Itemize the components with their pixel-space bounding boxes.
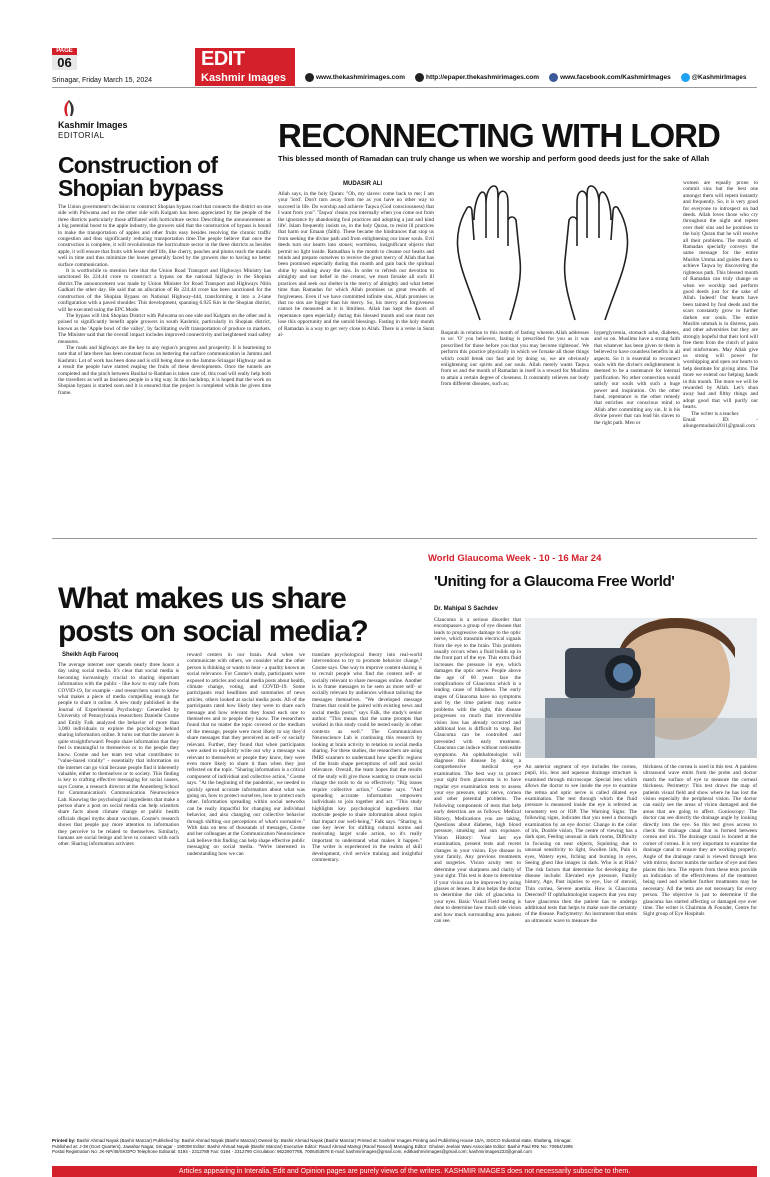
dateline: Srinagar, Friday March 15, 2024 xyxy=(52,77,152,84)
globe-icon xyxy=(415,73,424,82)
reconnecting-col-1: Allah says, in the holy Quran: "Oh, my slaves: come back to me; I am your 'lord'. Don't turn away from me as you have no other way to succeed in life. Do worship and achieve Taqwa (God consciousness) that I want from you". 'Taqwa' cleans you internally when you come out from the ignorance by abandoning foul practices and adopting a just and kind life'. Islam frequently insists us, in the holy Quran, to resist ill practices that harm our Emaan (faith). These became the hindrances that stop us from seeking the divine path and from enlightening our inner souls. Evil deeds turn our hearts into stones; worthless, insignificant objects that permit no light inside. Ramadhan is the month to cleanse our hearts and minds and prepare ourselves to receive the great mercy of Allah that has been promised especially during this month and gain back the spiritual shine by washing away the sins. In order to refresh our devotion to almighty and our belief in the creator, we must forsake all such ill practices and seek our shelter in the mercy of almighty and what better time than Ramadan for which Allah promises us great rewards of forgiveness. Even if we have committed infinite sins, Allah promises us that no sins are bigger than his mercy. So, his mercy and forgiveness cannot be measured as it is limitless. Allah has kept the doors of repentance open especially during this blessed month and one must not lose this opportunity and the untold blessings. Fasting in the holy month of Ramadan is a way to get very close to Allah. There is a verse in Surat al- xyxy=(278,191,434,338)
page-label: PAGE xyxy=(52,48,77,55)
epaper-link[interactable]: http://epaper.thekashmirimages.com xyxy=(415,73,539,82)
editorial-title: Construction of Shopian bypass xyxy=(58,152,224,201)
glaucoma-kicker: World Glaucoma Week - 10 - 16 Mar 24 xyxy=(428,553,602,564)
mid-rule xyxy=(52,538,757,539)
twitter-link[interactable]: @KashmirImages xyxy=(681,73,747,82)
social-col-3: translate psychological theory into real-world interventions to try to promote behavior change," Cosme says. One way to improve content sharing is to recruit people who find the content self- or socially relevant to share messages online. Another is to frame messages to be seen as more self- or socially relevant by audiences without tailoring the messages themselves. "We developed message frames that could be paired with existing news and social media posts," says Falk, the study's senior author. "This means that the same prompts that worked in this study could be tested easily in other contexts as well." The Communication Neuroscience Lab is continuing this research by looking at brain activity in relation to social media sharing. For these studies, the researchers are using fMRI scanners to understand how specific regions of the brain shape perceptions of self and social relevance. Overall, the team hopes that the results of the study will give those wanting to create social change the tools to do so effectively. "Big issues require collective action," Cosme says. "And spreading accurate information empowers individuals to join together and act. "This study highlights key psychological ingredients that motivate people to share information about topics that impact our well-being," Falk says. "Sharing is one key lever for shifting cultural norms and motivating larger scale action, so it's really important to understand what makes it happen." The writer is experienced in the realms of skill development, civil service training and insightful commentary. xyxy=(312,652,422,863)
website-link[interactable]: www.thekashmirimages.com xyxy=(305,73,405,82)
imprint-line: Postal Registration No: JK-NP/48/SKGPO Telephone Editorial: 0194 - 2312789 Fax: 0194 - 2312790 Circulation: 9622907788, 7006453876 E-mail: kashmirimages@gmail.com, editkashmirimages@gmail.com; kashmirimages223@gmail.com xyxy=(52,1149,532,1155)
social-col-1: The average internet user spends nearly three hours a day using social media. It's clear that social media is becoming increasingly crucial to sharing important information with the public - like how to stay safe from COVID-19, for example - and researchers want to know what makes a piece of media compelling enough for people to share it online. A new study published in the Journal of Experimental Psychology: Generalled by University of Pennsylvania researchers Danielle Cosme and Emily Falk analyzed the behavior of more than 3,000 individuals to explore the psychology behind sharing information online. It turns out that the answer is quite straightforward: People share information that they feel is meaningful to themselves or to the people they know. Cosme and her team test what contributes to "value-based virality" - essentially that information on the internet can go viral because people find it inherently valuable, either to themselves or to society. This finding is key to crafting effective messaging for social causes, says Cosme, a research director at the Annenberg School for Communication's Communication Neuroscience Lab. Knowing the psychological ingredients that make a person share a post on social media can help scientists share facts about climate change or public health officials dispel myths about vaccines. Cosme's research shows that people pay more attention to information they perceive to be related to themselves. Similarly, humans are social beings and love to connect with each other. Sharing information activates xyxy=(58,662,179,848)
glaucoma-byline: Dr. Mahipal S Sachdev xyxy=(434,606,499,612)
page-number: 06 xyxy=(57,55,72,70)
editorial-para: The bypass will link Shopian District with Pulwama on one side and Kulgam on the other and is poised to significantly benefit apple growers in south Kashmir, particularly in Shopian district, known as the 'Apple bowl of the valley', by facilitating swift transportation of produce to markets. The Minister said that the overall impact includes improved connectivity and heightened road safety measures. xyxy=(58,312,271,345)
praying-hands-illustration xyxy=(440,180,645,325)
reconnecting-title: RECONNECTING WITH LORD xyxy=(278,117,720,154)
reconnecting-col-2: Baqarah in relation to this month of fasting wherein Allah addresses to us: 'O' you believers, fasting is prescribed for you as it was prescribed for those before you that you may become righteous'. We perform this practice physically in which we forsake all those things which could break our fast and by doing so, we are obviously enlightening our spirits and our souls. Allah merely wants Taqwa from us and the month of Ramadan in itself is a reward for Muslims to attain a certain degree of closeness. It constantly relieves our body from different diseases, such as; xyxy=(441,330,589,388)
top-rule xyxy=(52,87,757,88)
masthead xyxy=(195,48,295,86)
editorial-para: It is worthwhile to mention here that the Union Road Transport and Highways Ministry has sanctioned Rs 224.44 crore to construct a bypass on the national highway in the Shopian district.The announcement was made by Union Minister for Road Transport and Highways Nitin Gadkari the other day. He said that an allocation of Rs 224.44 crore has been sanctioned for the construction of the Shopian Bypass on National Highway-444, transforming it into a 2-lane configuration with a paved shoulder. This development, spanning 6.925 Km in the Shopian district, will be executed using the EPC Mode. xyxy=(58,268,271,313)
page-number-badge xyxy=(52,48,77,70)
imprint-line: Published at: J-38 (Govt Quarters), Jawahar Nagar, Srinagar - 190008 Editor: Bashir Ahmad Nayak (Bashir Manzar) Executive Editor: Raouf Ahmad Mamgi (Raouf Rasool) Managing Editor: Ghulam Jeelani Wani Associate Editor: Bashir Paul RNI No: 70954/1996 xyxy=(52,1143,573,1149)
editorial-para: The roads and highways are the key to any region's progress and prosperity. It is heartening to note that of late there has been constant focus on bettering the surface communication in Jammu and Kashmir. Lot of work has been done and is still being done on the Jammu-Srinagar Highway and as a result the people have started reaping the fruits of these developments. Once the tunnels are completed and the pinch between Banihal to Ramban is taken care of, this road will really help both the travellers as well as business people in a big way. In this backdrop, it is hoped that the work on Shopian bypass is started soon and it is ensured that the project is completed within the given time frame. xyxy=(58,344,271,396)
globe-icon xyxy=(305,73,314,82)
social-title: What makes us share posts on social media? xyxy=(58,582,368,648)
reconnecting-col-3: hyperglycemia, stomach ache, diabetes, and so on. Muslims have a strong faith that whatever has been given to them is believed to have countless benefits in all aspects. So it is essential to reconnect souls with the divine's enlightenment is deemed to be a sustenance for internal purification. No other connection would satisfy our souls with such a huge power and inspiration. On the other hand, repentance is the other remedy that enriches our conscious mind to Allah after committing any sin. It is his divine power that can lead his slaves to the right path. Men or xyxy=(594,330,680,426)
glaucoma-col-1: Glaucoma is a serious disorder that encompasses a group of eye disease that leads to progressive damage to the optic nerve, which transmits electrical signals from the eye to the brain. This problem usually occurs when a fluid builds up in the front part of the eye. This extra fluid increases the pressure in eye, which damages the optic nerve. People above the age of 60 years face the complications of Glaucoma which is a leading cause of blindness. The early stages of Glaucoma have no symptoms and by the time patient may notice problems with the sight, this disease progresses so much that irreversible vision loss has already occurred and additional loss is difficult to stop. But Glaucoma can be controlled and prevented with early treatment. Glaucoma can induce without noticeable symptoms. An ophthalmologist will diagnose this disease by doing a comprehensive medical eye examination. The best way to protect your sight from glaucoma is to have regular eye examination tests to assess your eye pressure, optic nerve, cornea and other potential problems. The following components of tests that help early detection are as follows: Medical History, Medications you are taking, Questions about diabetes, high blood pressure, smoking and sun exposure. Vision History: Your last eye examination, present tests and recent changes in your vision. Eye disease in your family, Any previous treatments and surgeries. Vision acuity test to determine your sharpness and clarity of your sight. This test is done to determine if your vision can be improved by using glasses or lenses. It also helps the doctor to determine the risk of glaucoma in your eyes. Basic Visual Field testing is done to determine how much side vision and how much surrounding area patient can see. xyxy=(434,617,521,925)
social-byline: Sheikh Aqib Farooq xyxy=(62,652,119,658)
author-note: The writer is a teacher. xyxy=(691,410,740,417)
glaucoma-col-3: thickness of the cornea is used in this test. A painless ultrasound wave emits from the probe and doctor match the surface of eye to measure the corneal thickness. Perimetry: This test draws the map of patients visual field and show where he has lost the vision especially the peripheral vision. The doctor can easily see the areas of vision damaged and the areas that are going to affect. Gonioscopy: The doctor can see directly the drainage angle by looking directly into the eye. So this test gives access to check the drainage canal that is formed between cornea and iris. The drainage canal is located at the corner of cornea. It is very important to examine the drainage canal to ensure they are working properly. Angle of the drainage canal is viewed through lens with mirror, doctor numbs the surface of eye and then places this lens. The reports from these tests provide an indication of the effectiveness of the treatment being used and whether further treatments may be necessary. All the tests are not necessary for every person. The objective is just to determine if the glaucoma has started affecting or damaged eye over time. The writer is Chairman & Founder, Centre for Sight group of Eye Hospitals xyxy=(643,764,757,918)
social-links xyxy=(305,73,746,82)
editorial-body xyxy=(58,204,271,529)
section-label: EDITORIAL xyxy=(58,131,105,140)
author-email: Email ID: - aliungermudasir2011@gmail.com xyxy=(683,417,758,430)
facebook-link[interactable]: www.facebook.com/KashmirImages xyxy=(549,73,671,82)
kashmir-images-logo-icon xyxy=(58,98,80,120)
imprint xyxy=(52,1138,757,1155)
reconnecting-col-4-text: women are equally prone to commit sins but the best one amongst them will repent instantly and frequently. So, it is very good for everyone to introspect on bad deeds. Allah loves those who cry throughout the night and repent over their sins and he promises in the holy Quran that he will resolve all their problems. The month of Ramadan specially conveys the same message for the entire Muslim Umma and guides them to achieve Taqwa by discovering the righteous path. This blessed month of Ramadan can truly change us when we worship and perform good deeds just for the sake of Allah. Indeed! Our hearts have been tainted by foul deeds and the scars constantly grow to further darken our souls. The entire Muslim ummah is in distress, pain and other adversities but they are strongly hopeful that their lord will free them from the clutch of pains and misfortunes. May Allah give us strong will power for worshipping and open our hearts to help destitute for giving alms. The more we extend our helping hands in this month. The more we will be rewarded by Allah. Let's shun away bad and filthy things and adopt good that will purify our hearts. xyxy=(683,180,758,411)
disclaimer-bar: Articles appearing in Interalia, Edit and Opinion pages are purely views of the writers. KASHMIR IMAGES does not necessarily subscribe to them. xyxy=(52,1166,757,1177)
facebook-icon xyxy=(549,73,558,82)
logo-name: Kashmir Images xyxy=(58,120,128,130)
masthead-title: EDIT xyxy=(201,48,245,70)
reconnecting-col-4 xyxy=(683,180,758,525)
social-col-2: reward centers in our brain. And when we communicate with others, we consider what the other person is thinking or wants to hear - a quality known as social relevance. For Cosme's study, participants were exposed to articles and social media posts about health, climate change, voting, and COVID-19. Some participants read headlines and summaries of news articles, others looked at social media posts. All of the participants rated how likely they were to share each message and how relevant they found each one to themselves and to people they know. The researchers found that no matter the topic covered or the medium of the message, people were most likely to say they'd share messages that they perceived as self- or socially relevant. Further, they found that when participants were asked to explicitly write out why a message was relevant to themselves or people they know, they were even more likely to share it than when they just reflected on the topic. "Sharing information is a critical component of individual and collective action," Cosme says. "At the beginning of the pandemic, we needed to quickly spread accurate information about what was going on, how to protect ourselves, how to protect each other. Information spreading within social networks can be really impactful for changing our individual behavior, and also changing our collective behavior through shifting our perceptions of what's normative." With data on tens of thousands of messages, Cosme and her colleagues at the Communication Neuroscience Lab believe this finding can help shape effective public messaging on social media. "We're interested in understanding how we can xyxy=(187,652,305,857)
masthead-subtitle: Kashmir Images xyxy=(201,72,286,84)
eye-examination-photo xyxy=(525,618,757,758)
glaucoma-col-2: An anterior segment of eye includes the cornea, pupil, iris, lens and aqueous drainage structure is examined through microscope. Special lens which allows the doctor to see inside the eye to examine the retina and optic nerve is called dilated eye examination. The test through which the fluid pressure is measured inside the eye is referred as tonometry test or IOP. The Warning Signs: The following signs, indicates that you need a thorough examination by an eye doctor: Change in the color of iris, Double vision, The centre of viewing has a dark spot, Feeling unusual in dark rooms, Difficulty in focusing on near objects, Squinting due to unusual sensitivity to light, Swollen lids, Pain in eyes, Watery eyes, Itching and burning in eyes, Seeing ghost like images in dark. Who is at Risk? The risk factors that determine for developing the disease include: Elevated eye pressure, Family history, Age, Past injuries to eye, Use of steroid, Thin cornea, Severe anemia. How is Glaucoma Detected? If ophthalmologist suspects that you may have glaucoma then the patient has to undergo additional tests that helps to make sure the certainty of the disease. Pachymetry: An instrument that emits an ultrasonic wave to measure the xyxy=(525,764,637,924)
reconnecting-byline: MUDASIR ALI xyxy=(343,181,383,187)
editorial-para: The Union government's decision to construct Shopian bypass road that connects the district on one side with Pulwama and on the other side with Kulgam has been appreciated by the people of the three districts particularly those affiliated with horticulture sector. Describing the announcement as a big potential boost to the apple industry, the growers said that the construction of bypass is bound to make the transportation of apples and other fruits easy besides resolving the chronic traffic congestion and thus significantly reducing transportation time.The people believe that once the construction is complete, it will revolutionize the horticulture sector in the three districts as besides apple, it will ensure that fruits with lesser shelf life, like cherry, peaches and plums reach the mandis well in time and thus minimize the losses generally faced by the growers due to having no better surface communication. xyxy=(58,204,271,268)
reconnecting-subtitle: This blessed month of Ramadan can truly change us when we worship and perform good deeds just for the sake of Allah xyxy=(278,154,710,163)
imprint-line: Printed by: Bashir Ahmad Nayak (Bashir Manzar) Published by: Bashir Ahmad Nayak (Bashir Manzar) Owned by: Bashir Ahmad Nayak (Bashir Manzar) Printed at: Kashmir Images Printing and Publishing House 15/A, SIDCO Industrial state, Shalteng, Srinagar. xyxy=(52,1138,572,1143)
glaucoma-title: 'Uniting for a Glaucoma Free World' xyxy=(434,573,675,590)
twitter-icon xyxy=(681,73,690,82)
